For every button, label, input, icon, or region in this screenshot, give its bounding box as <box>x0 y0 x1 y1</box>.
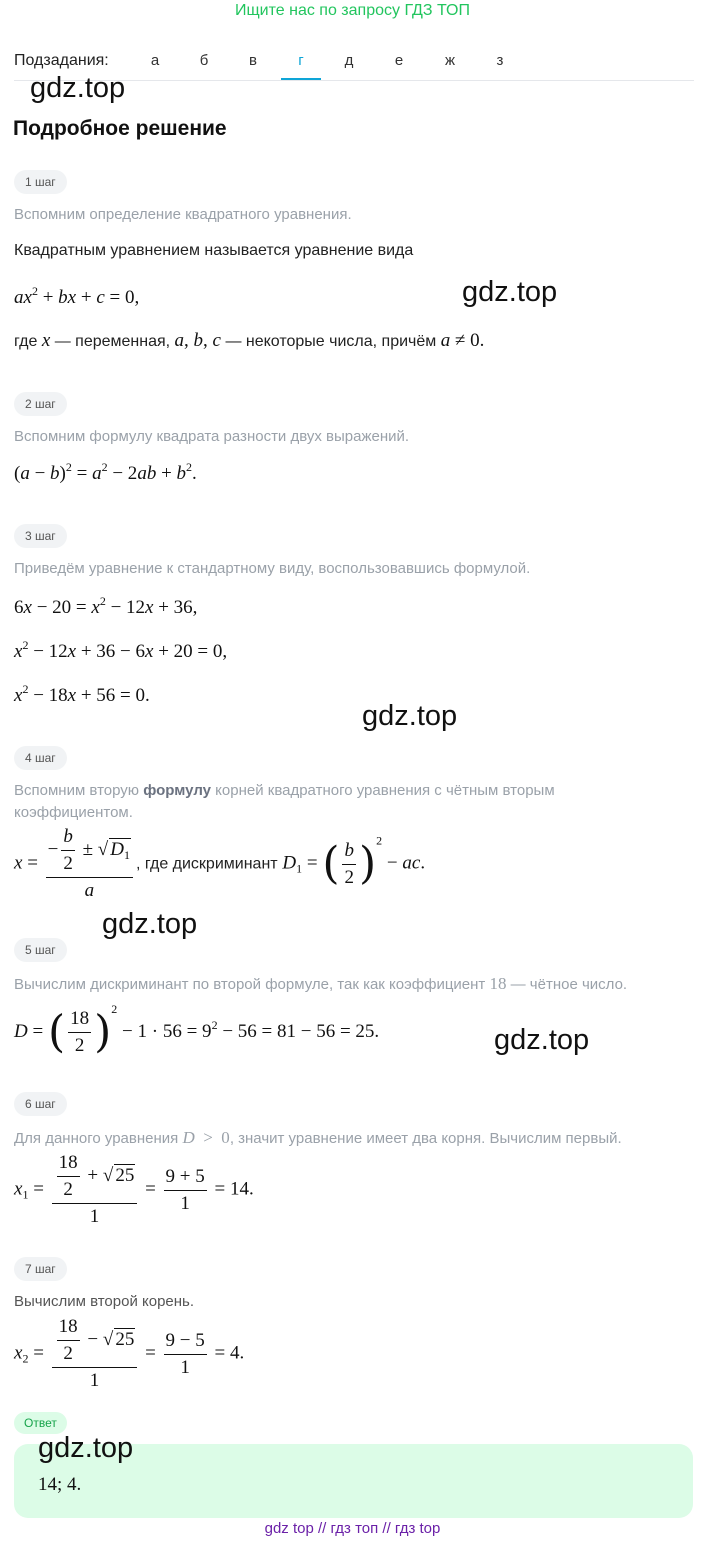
step-note: Вспомним определение квадратного уравнения. <box>14 206 352 223</box>
root-two-calculation: $x_2$ = $\frac{18}{2}$ − √ 25 1 = $\frac{9 - 5}{1}$ = 4. <box>14 1316 245 1391</box>
step-badge: 1 шаг <box>14 170 67 194</box>
equation-line: $x^2 - 12x + 36 - 6x + 20 = 0$, <box>14 638 228 662</box>
tab-d[interactable]: д <box>344 52 354 69</box>
formula-square-difference: $(a - b)^2 = a^2 - 2ab + b^2$. <box>14 460 197 484</box>
step-note: Для данного уравнения D > 0, значит уравнение имеет два корня. Вычислим первый. <box>14 1128 622 1147</box>
definition-line: где x — переменная, a, b, c — некоторые числа, причём a ≠ 0. <box>14 330 485 351</box>
definition-variable: — переменная, <box>54 333 171 350</box>
formula-link[interactable]: формулу <box>143 782 211 799</box>
formula-quadratic-general: $ax^2$ + bx + c = 0, <box>14 284 140 308</box>
step-badge: 6 шаг <box>14 1092 67 1116</box>
subtasks-label: Подзадания: <box>14 52 109 69</box>
discriminant-calculation: D = ( $\frac{18}{2}$ )$^2 - 1 \cdot 56 = 9^2 - 56 = 81 - 56 = 25$. <box>14 1002 380 1058</box>
search-banner: Ищите нас по запросу ГДЗ ТОП <box>235 2 470 19</box>
definition-numbers: — некоторые числа, причём <box>225 333 437 350</box>
step-note: Вспомним вторую формулу корней квадратного уравнения с чётным вторым <box>14 782 555 799</box>
tab-e[interactable]: е <box>394 52 404 69</box>
root-one-calculation: $x_1$ = $\frac{18}{2}$ + √ 25 1 = $\frac{9 + 5}{1}$ = 14. <box>14 1152 254 1227</box>
step-badge: 3 шаг <box>14 524 67 548</box>
step-note: коэффициентом. <box>14 804 133 821</box>
step-badge: 4 шаг <box>14 746 67 770</box>
tab-b[interactable]: б <box>199 52 209 69</box>
tab-v[interactable]: в <box>249 52 257 69</box>
step-badge: 5 шаг <box>14 938 67 962</box>
footer-links[interactable]: gdz top // гдз топ // гдз top <box>264 1520 441 1537</box>
watermark: gdz.top <box>102 908 198 940</box>
page-title: Подробное решение <box>13 117 227 140</box>
equation-line: $6x - 20 = x^2 - 12x + 36$, <box>14 594 198 618</box>
tab-z[interactable]: з <box>496 52 504 69</box>
step-note: Вычислим второй корень. <box>14 1293 195 1310</box>
equation-line: $x^2 - 18x + 56 = 0$. <box>14 682 150 706</box>
tab-g[interactable]: г <box>298 52 304 69</box>
definition-where: где <box>14 333 38 350</box>
watermark: gdz.top <box>30 72 126 104</box>
step-badge: 2 шаг <box>14 392 67 416</box>
tab-zh[interactable]: ж <box>444 52 456 69</box>
step-badge: 7 шаг <box>14 1257 67 1281</box>
watermark: gdz.top <box>362 700 458 732</box>
watermark: gdz.top <box>38 1432 134 1464</box>
answer-badge: Ответ <box>14 1412 67 1434</box>
step-note: Приведём уравнение к стандартному виду, воспользовавшись формулой. <box>14 560 531 577</box>
step-note: Вспомним формулу квадрата разности двух выражений. <box>14 428 410 445</box>
step-note: Вычислим дискриминант по второй формуле, так как коэффициент 18 — чётное число. <box>14 974 628 993</box>
tab-a[interactable]: а <box>150 52 160 69</box>
formula-roots-even: x = − $\frac{b}{2}$ ± √ $D_1$ a , где дискриминант $D_1$ = ( $\frac{b}{2}$ )$^2$ − ac. <box>14 826 426 901</box>
answer-value: 14; 4. <box>38 1474 82 1495</box>
watermark: gdz.top <box>494 1024 590 1056</box>
step-text: Квадратным уравнением называется уравнение вида <box>14 242 414 259</box>
watermark: gdz.top <box>462 276 558 308</box>
